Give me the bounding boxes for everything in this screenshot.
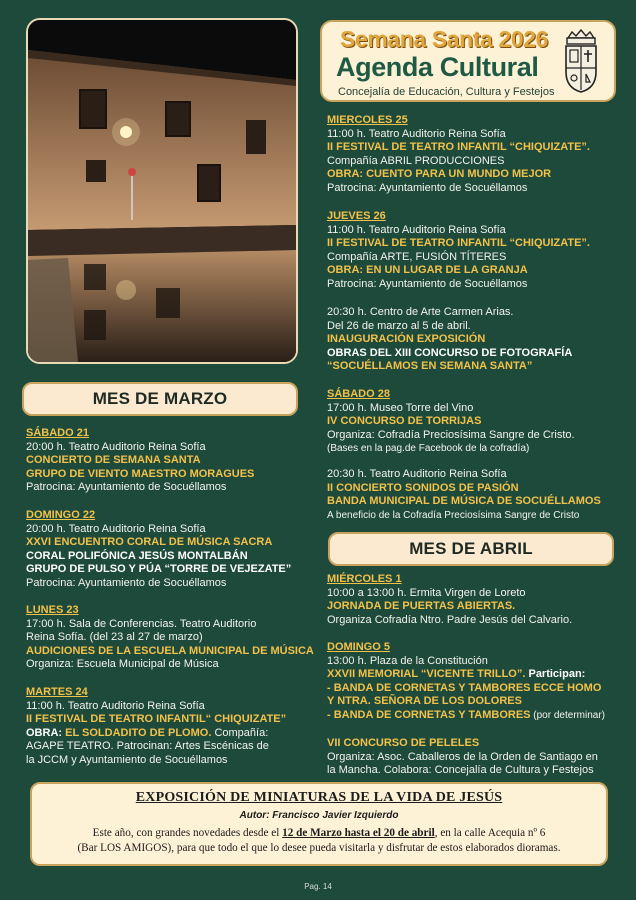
header-semana-santa (340, 26, 548, 53)
event-obra-title: EL SOLDADITO DE PLOMO. (65, 726, 212, 739)
event-title: GRUPO DE VIENTO MAESTRO MORAGUES (26, 467, 255, 480)
event-day: DOMINGO 5 (327, 641, 390, 653)
event-title: JORNADA DE PUERTAS ABIERTAS. (327, 600, 516, 613)
event-line: la JCCM y Ayuntamiento de Socuéllamos (26, 753, 228, 766)
event-line: Patrocina: Ayuntamiento de Socuéllamos (26, 576, 227, 589)
event-title: IV CONCURSO DE TORRIJAS (327, 415, 482, 428)
event-line: AGAPE TEATRO. Patrocinan: Artes Escénicas de (26, 740, 269, 753)
event-title: II CONCIERTO SONIDOS DE PASIÓN (327, 481, 519, 494)
exhibition-author: Autor: Francisco Javier Izquierdo (239, 810, 399, 821)
event-domingo-5 (327, 641, 605, 723)
event-note: (Bases en la pag.de Facebook de la cofradía) (327, 443, 530, 455)
event-line: Reina Sofía. (del 23 al 27 de marzo) (26, 631, 203, 644)
exhibition-description (50, 826, 588, 856)
event-title: II FESTIVAL DE TEATRO INFANTIL “CHIQUIZATE”. (327, 141, 590, 154)
event-day: SÁBADO 28 (327, 388, 390, 400)
event-obra-label: OBRA: (26, 726, 66, 739)
event-line: 11:00 h. Teatro Auditorio Reina Sofía (327, 127, 506, 140)
section-heading-marzo: MES DE MARZO (22, 382, 298, 416)
event-exposicion-fotografia (327, 306, 572, 374)
page-number: Pag. 14 (304, 882, 332, 891)
event-day: LUNES 23 (26, 604, 79, 616)
event-day: JUEVES 26 (327, 210, 386, 222)
event-title: Y NTRA. SEÑORA DE LOS DOLORES (327, 695, 522, 708)
exhibition-text: , en la calle Acequia nº 6 (434, 827, 546, 839)
event-title: II FESTIVAL DE TEATRO INFANTIL“ CHIQUIZATE” (26, 713, 287, 726)
event-sabado-21 (26, 427, 254, 495)
event-title: “SOCUÉLLAMOS EN SEMANA SANTA” (327, 360, 533, 373)
event-obra-label: OBRA: (327, 168, 367, 181)
event-line: Organiza: Cofradía Preciosísima Sangre de Cristo. (327, 428, 575, 441)
event-jueves-26 (327, 210, 590, 292)
exhibition-text: (Bar LOS AMIGOS), para que todo el que lo desee pueda visitarla y disfrutar de estos elaborados dioramas. (77, 842, 561, 854)
event-line: 20:00 h. Teatro Auditorio Reina Sofía (26, 440, 206, 453)
event-sonidos-de-pasion (327, 468, 601, 522)
event-line: 20:30 h. Centro de Arte Carmen Arias. (327, 306, 514, 318)
event-line: 13:00 h. Plaza de la Constitución (327, 654, 488, 667)
event-title: INAUGURACIÓN EXPOSICIÓN (327, 333, 486, 346)
exhibition-box (30, 782, 608, 866)
event-line: 20:00 h. Teatro Auditorio Reina Sofía (26, 522, 206, 535)
event-line: Compañía: (211, 726, 269, 739)
event-line: Organiza Cofradía Ntro. Padre Jesús del Calvario. (327, 613, 573, 626)
event-line: 10:00 a 13:00 h. Ermita Virgen de Loreto (327, 586, 526, 599)
header-title: Agenda Cultural (336, 52, 539, 82)
town-crest-icon (562, 28, 600, 94)
event-line: Del 26 de marzo al 5 de abril. (327, 319, 471, 332)
event-day: MARTES 24 (26, 686, 88, 698)
event-line: 20:30 h. Teatro Auditorio Reina Sofía (327, 468, 507, 480)
event-line: 17:00 h. Sala de Conferencias. Teatro Auditorio (26, 617, 257, 630)
event-title: - BANDA DE CORNETAS Y TAMBORES ECCE HOMO (327, 681, 602, 694)
event-note: (por determinar) (530, 709, 605, 721)
event-subtitle: CORAL POLIFÓNICA JESÚS MONTALBÁN (26, 549, 248, 562)
event-martes-24 (26, 686, 286, 768)
event-line: 11:00 h. Teatro Auditorio Reina Sofía (327, 223, 506, 236)
header-year: 2026 (498, 26, 549, 52)
event-title: VII CONCURSO DE PELELES (327, 737, 480, 749)
event-line: 11:00 h. Teatro Auditorio Reina Sofía (26, 699, 205, 712)
section-heading-abril: MES DE ABRIL (328, 532, 614, 566)
event-line: Organiza: Escuela Municipal de Música (26, 658, 219, 671)
event-line: 17:00 h. Museo Torre del Vino (327, 401, 474, 414)
event-line: Organiza: Asoc. Caballeros de la Orden de Santiago en (327, 750, 598, 763)
header-subtitle: Concejalía de Educación, Cultura y Festejos (338, 86, 555, 98)
header-box (320, 20, 616, 102)
event-day: SÁBADO 21 (26, 427, 89, 439)
event-title: AUDICIONES DE LA ESCUELA MUNICIPAL DE MÚSICA (26, 644, 314, 657)
event-domingo-22 (26, 509, 291, 591)
event-day: DOMINGO 22 (26, 509, 96, 521)
event-miercoles-25 (327, 114, 590, 196)
event-title: II FESTIVAL DE TEATRO INFANTIL “CHIQUIZATE”. (327, 237, 590, 250)
event-miercoles-1 (327, 573, 572, 627)
event-line: Patrocina: Ayuntamiento de Socuéllamos (26, 481, 227, 494)
event-title: XXVII MEMORIAL “VICENTE TRILLO”. (327, 668, 526, 681)
event-line: Participan: (525, 668, 586, 681)
photo-illustration (28, 20, 296, 362)
event-line: Compañía ARTE, FUSIÓN TÍTERES (327, 250, 507, 263)
event-subtitle: OBRAS DEL XIII CONCURSO DE FOTOGRAFÍA (327, 346, 573, 359)
event-obra-label: OBRA: (327, 264, 367, 277)
header-line1: Semana Santa (340, 26, 493, 52)
event-obra-title: EN UN LUGAR DE LA GRANJA (366, 264, 528, 277)
event-title: CONCIERTO DE SEMANA SANTA (26, 454, 201, 467)
event-title: BANDA MUNICIPAL DE MÚSICA DE SOCUÉLLAMOS (327, 495, 601, 508)
event-day: MIÉRCOLES 1 (327, 573, 402, 585)
event-title: XXVI ENCUENTRO CORAL DE MÚSICA SACRA (26, 536, 273, 549)
event-subtitle: GRUPO DE PULSO Y PÚA “TORRE DE VEJEZATE” (26, 563, 292, 576)
event-note: A beneficio de la Cofradía Preciosísima Sangre de Cristo (327, 509, 580, 521)
exhibition-title: EXPOSICIÓN DE MINIATURAS DE LA VIDA DE JESÚS (135, 790, 503, 805)
event-day: MIERCOLES 25 (327, 114, 408, 126)
event-lunes-23 (26, 604, 314, 672)
exhibition-dates: 12 de Marzo hasta el 20 de abril (282, 827, 435, 839)
event-sabado-28 (327, 388, 575, 456)
event-line: la Mancha. Colabora: Concejalía de Cultura y Festejos (327, 764, 594, 777)
event-title: - BANDA DE CORNETAS Y TAMBORES (327, 708, 531, 721)
church-night-photo (26, 18, 298, 364)
event-obra-title: CUENTO PARA UN MUNDO MEJOR (366, 168, 552, 181)
event-line: Patrocina: Ayuntamiento de Socuéllamos (327, 181, 528, 194)
event-concurso-peleles (327, 737, 598, 778)
event-line: Compañía ABRIL PRODUCCIONES (327, 154, 505, 167)
event-line: Patrocina: Ayuntamiento de Socuéllamos (327, 277, 528, 290)
exhibition-text: Este año, con grandes novedades desde el (92, 827, 283, 839)
